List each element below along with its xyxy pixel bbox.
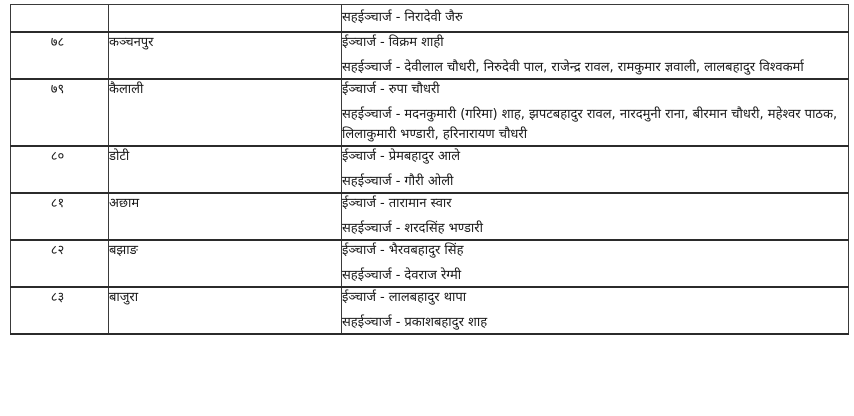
incharge-line (342, 33, 848, 53)
district-cell (109, 193, 342, 240)
co-incharge-label: सहईञ्चार्ज (342, 221, 392, 236)
district-cell (109, 240, 342, 287)
row-number: ८३ (50, 290, 65, 305)
co-incharge-line (342, 313, 848, 333)
roles-cell (342, 79, 849, 146)
separator: - (395, 174, 401, 189)
incharge-name: प्रेमबहादुर आले (388, 149, 461, 164)
co-incharge-line (342, 8, 848, 28)
row-number: ७८ (50, 35, 65, 50)
district-name: बाजुरा (109, 290, 139, 305)
district-name: अछाम (109, 196, 140, 211)
separator: - (379, 196, 385, 211)
incharge-label: ईञ्चार्ज (342, 196, 376, 211)
incharge-label: ईञ्चार्ज (342, 290, 376, 305)
incharge-name: रुपा चौधरी (388, 82, 440, 97)
incharge-name: लालबहादुर थापा (388, 290, 467, 305)
separator: - (395, 315, 401, 330)
table-row (11, 146, 849, 193)
co-incharge-names: प्रकाशबहादुर शाह (404, 315, 488, 330)
roles-cell (342, 287, 849, 334)
district-cell (109, 32, 342, 79)
row-number-cell (11, 287, 109, 334)
row-number-cell (11, 5, 109, 33)
co-incharge-names: देवराज रेग्मी (404, 268, 462, 283)
district-name: कैलाली (109, 82, 144, 97)
roles-cell (342, 240, 849, 287)
co-incharge-names: मदनकुमारी (गरिमा) शाह, झपटबहादुर रावल, नारदमुनी राना, बीरमान चौधरी, महेश्वर पाठक, लिलाकुमारी भण्डारी, हरिनारायण चौधरी (342, 107, 838, 142)
incharge-line (342, 288, 848, 308)
co-incharge-label: सहईञ्चार्ज (342, 107, 392, 122)
co-incharge-label: सहईञ्चार्ज (342, 174, 392, 189)
incharge-name: विक्रम शाही (388, 35, 444, 50)
row-number: ८२ (50, 243, 65, 258)
co-incharge-line (342, 266, 848, 286)
roles-cell (342, 193, 849, 240)
incharge-name: तारामान स्वार (388, 196, 452, 211)
separator: - (379, 290, 385, 305)
district-cell (109, 287, 342, 334)
district-name: बझाङ (109, 243, 138, 258)
incharge-label: ईञ्चार्ज (342, 82, 376, 97)
table-row (11, 32, 849, 79)
separator: - (395, 60, 401, 75)
row-number-cell (11, 193, 109, 240)
separator: - (395, 268, 401, 283)
table-row (11, 5, 849, 33)
table-row (11, 79, 849, 146)
row-number: ८० (50, 149, 65, 164)
row-number-cell (11, 32, 109, 79)
co-incharge-label: सहईञ्चार्ज (342, 60, 392, 75)
incharge-line (342, 80, 848, 100)
separator: - (379, 35, 385, 50)
district-name: डोटी (109, 149, 130, 164)
row-number-cell (11, 240, 109, 287)
table-row (11, 240, 849, 287)
co-incharge-line (342, 172, 848, 192)
co-incharge-label: सहईञ्चार्ज (342, 10, 392, 25)
row-number: ८१ (50, 196, 65, 211)
separator: - (379, 243, 385, 258)
incharge-label: ईञ्चार्ज (342, 149, 376, 164)
assignment-table (10, 4, 849, 335)
co-incharge-names: देवीलाल चौधरी, निरुदेवी पाल, राजेन्द्र रावल, रामकुमार ज्ञवाली, लालबहादुर विश्वकर्मा (404, 60, 804, 75)
incharge-line (342, 194, 848, 214)
row-number-cell (11, 146, 109, 193)
separator: - (395, 107, 401, 122)
co-incharge-line (342, 219, 848, 239)
table-row (11, 287, 849, 334)
co-incharge-names: शरदसिंह भण्डारी (404, 221, 483, 236)
table-row (11, 193, 849, 240)
co-incharge-line (342, 105, 848, 145)
co-incharge-names: निरादेवी जैरु (404, 10, 463, 25)
separator: - (395, 10, 401, 25)
separator: - (379, 149, 385, 164)
co-incharge-label: सहईञ्चार्ज (342, 268, 392, 283)
incharge-line (342, 147, 848, 167)
roles-cell (342, 146, 849, 193)
co-incharge-names: गौरी ओली (404, 174, 454, 189)
separator: - (395, 221, 401, 236)
table-body (11, 5, 849, 335)
district-cell (109, 146, 342, 193)
row-number: ७९ (50, 82, 65, 97)
district-cell (109, 5, 342, 33)
row-number-cell (11, 79, 109, 146)
incharge-name: भैरवबहादुर सिंह (388, 243, 464, 258)
incharge-label: ईञ्चार्ज (342, 35, 376, 50)
roles-cell (342, 32, 849, 79)
separator: - (379, 82, 385, 97)
incharge-line (342, 241, 848, 261)
roles-cell (342, 5, 849, 33)
district-name: कञ्चनपुर (109, 35, 154, 50)
co-incharge-line (342, 58, 848, 78)
co-incharge-label: सहईञ्चार्ज (342, 315, 392, 330)
incharge-label: ईञ्चार्ज (342, 243, 376, 258)
district-cell (109, 79, 342, 146)
